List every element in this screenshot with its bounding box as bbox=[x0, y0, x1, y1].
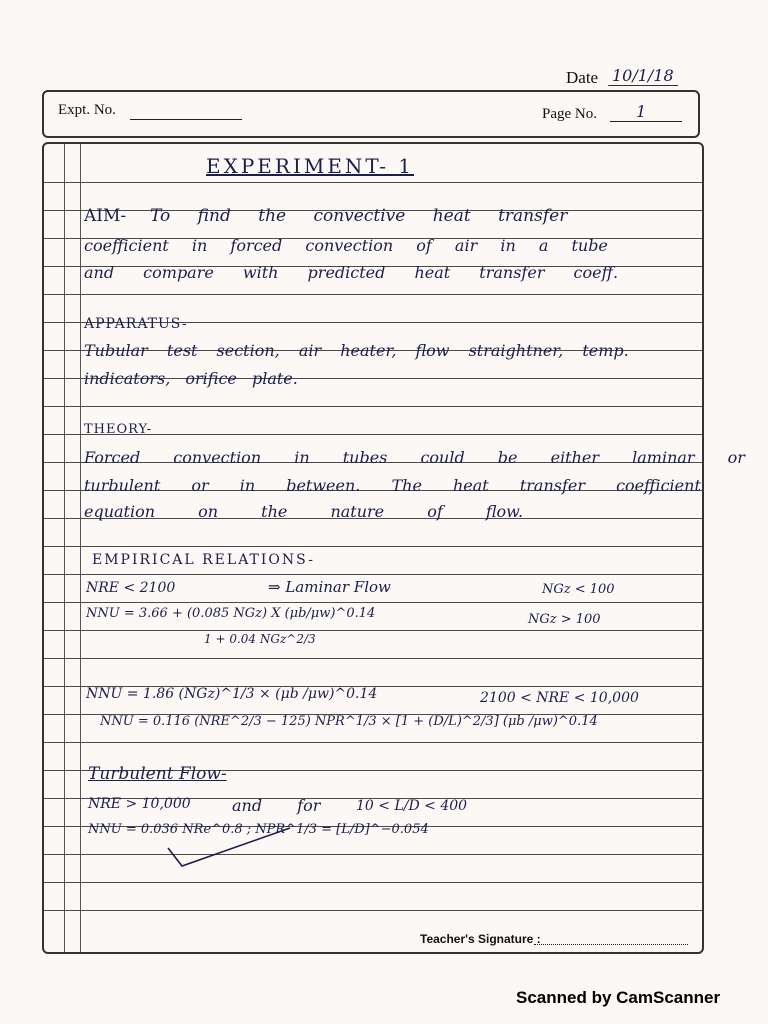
rule-line bbox=[44, 182, 702, 183]
rule-line bbox=[44, 910, 702, 911]
signature-blank bbox=[534, 944, 688, 945]
rule-line bbox=[44, 658, 702, 659]
page-no-blank bbox=[610, 121, 682, 122]
rule-line bbox=[44, 406, 702, 407]
aim-heading: AIM- bbox=[84, 206, 127, 226]
theory-line-2: turbulent or in between. The heat transfer coefficient bbox=[84, 476, 701, 495]
nnu-laminar-eq-2: NNU = 1.86 (NGz)^1/3 × (μb /μw)^0.14 bbox=[86, 686, 378, 702]
expt-no-label: Expt. No. bbox=[58, 102, 116, 118]
aim-line-1: To find the convective heat transfer bbox=[150, 206, 568, 226]
expt-no-blank bbox=[130, 119, 242, 120]
rule-line bbox=[44, 854, 702, 855]
check-mark-icon bbox=[164, 826, 294, 874]
apparatus-line-1: Tubular test section, air heater, flow straightner, temp. bbox=[84, 341, 629, 360]
rule-line bbox=[44, 294, 702, 295]
ld-range: 10 < L/D < 400 bbox=[356, 798, 468, 814]
theory-line-1: Forced convection in tubes could be either laminar or bbox=[84, 448, 745, 467]
rule-line bbox=[44, 742, 702, 743]
date-label: Date bbox=[566, 68, 599, 87]
ngz-greater-than: NGz > 100 bbox=[528, 612, 601, 627]
teachers-signature-label: Teacher's Signature : bbox=[420, 932, 541, 946]
rule-line bbox=[44, 882, 702, 883]
rule-line bbox=[44, 546, 702, 547]
header-box bbox=[42, 90, 700, 138]
turbulent-heading: Turbulent Flow- bbox=[88, 764, 227, 784]
rule-line bbox=[44, 574, 702, 575]
page-no-label: Page No. bbox=[542, 106, 597, 122]
date-value: 10/1/18 bbox=[608, 66, 678, 86]
page-no-value: 1 bbox=[636, 102, 647, 121]
experiment-title: EXPERIMENT- 1 bbox=[206, 154, 415, 178]
eq1-denominator: 1 + 0.04 NGz^2/3 bbox=[204, 632, 316, 646]
nnu-transition-eq: NNU = 0.116 (NRE^2/3 − 125) NPR^1/3 × [1 + (D/L)^2/3] (μb /μw)^0.14 bbox=[100, 714, 598, 729]
camscanner-watermark: Scanned by CamScanner bbox=[516, 988, 721, 1007]
theory-heading: THEORY- bbox=[84, 422, 153, 437]
rule-line bbox=[44, 602, 702, 603]
and-for-text: and for bbox=[232, 796, 321, 815]
aim-line-3: and compare with predicted heat transfer coeff. bbox=[84, 263, 619, 282]
ngz-less-than: NGz < 100 bbox=[542, 582, 615, 597]
nnu-turbulent-eq: NNU = 0.036 NRe^0.8 ; NPR^1/3 = [L/D]^−0.054 bbox=[88, 822, 429, 837]
re-turbulent-condition: NRE > 10,000 bbox=[88, 796, 191, 812]
theory-line-3: equation on the nature of flow. bbox=[84, 502, 524, 521]
apparatus-heading: APPARATUS- bbox=[84, 316, 188, 332]
apparatus-line-2: indicators, orifice plate. bbox=[84, 369, 298, 388]
empirical-heading: EMPIRICAL RELATIONS- bbox=[92, 552, 315, 568]
aim-line-2: coefficient in forced convection of air in a tube bbox=[84, 236, 608, 255]
re-laminar-condition: NRE < 2100 bbox=[86, 580, 176, 596]
transition-range: 2100 < NRE < 10,000 bbox=[480, 690, 639, 706]
rule-line bbox=[44, 630, 702, 631]
laminar-flow-arrow: ⇒ Laminar Flow bbox=[268, 578, 391, 596]
nnu-laminar-eq-1: NNU = 3.66 + (0.085 NGz) X (μb/μw)^0.14 bbox=[86, 606, 376, 621]
